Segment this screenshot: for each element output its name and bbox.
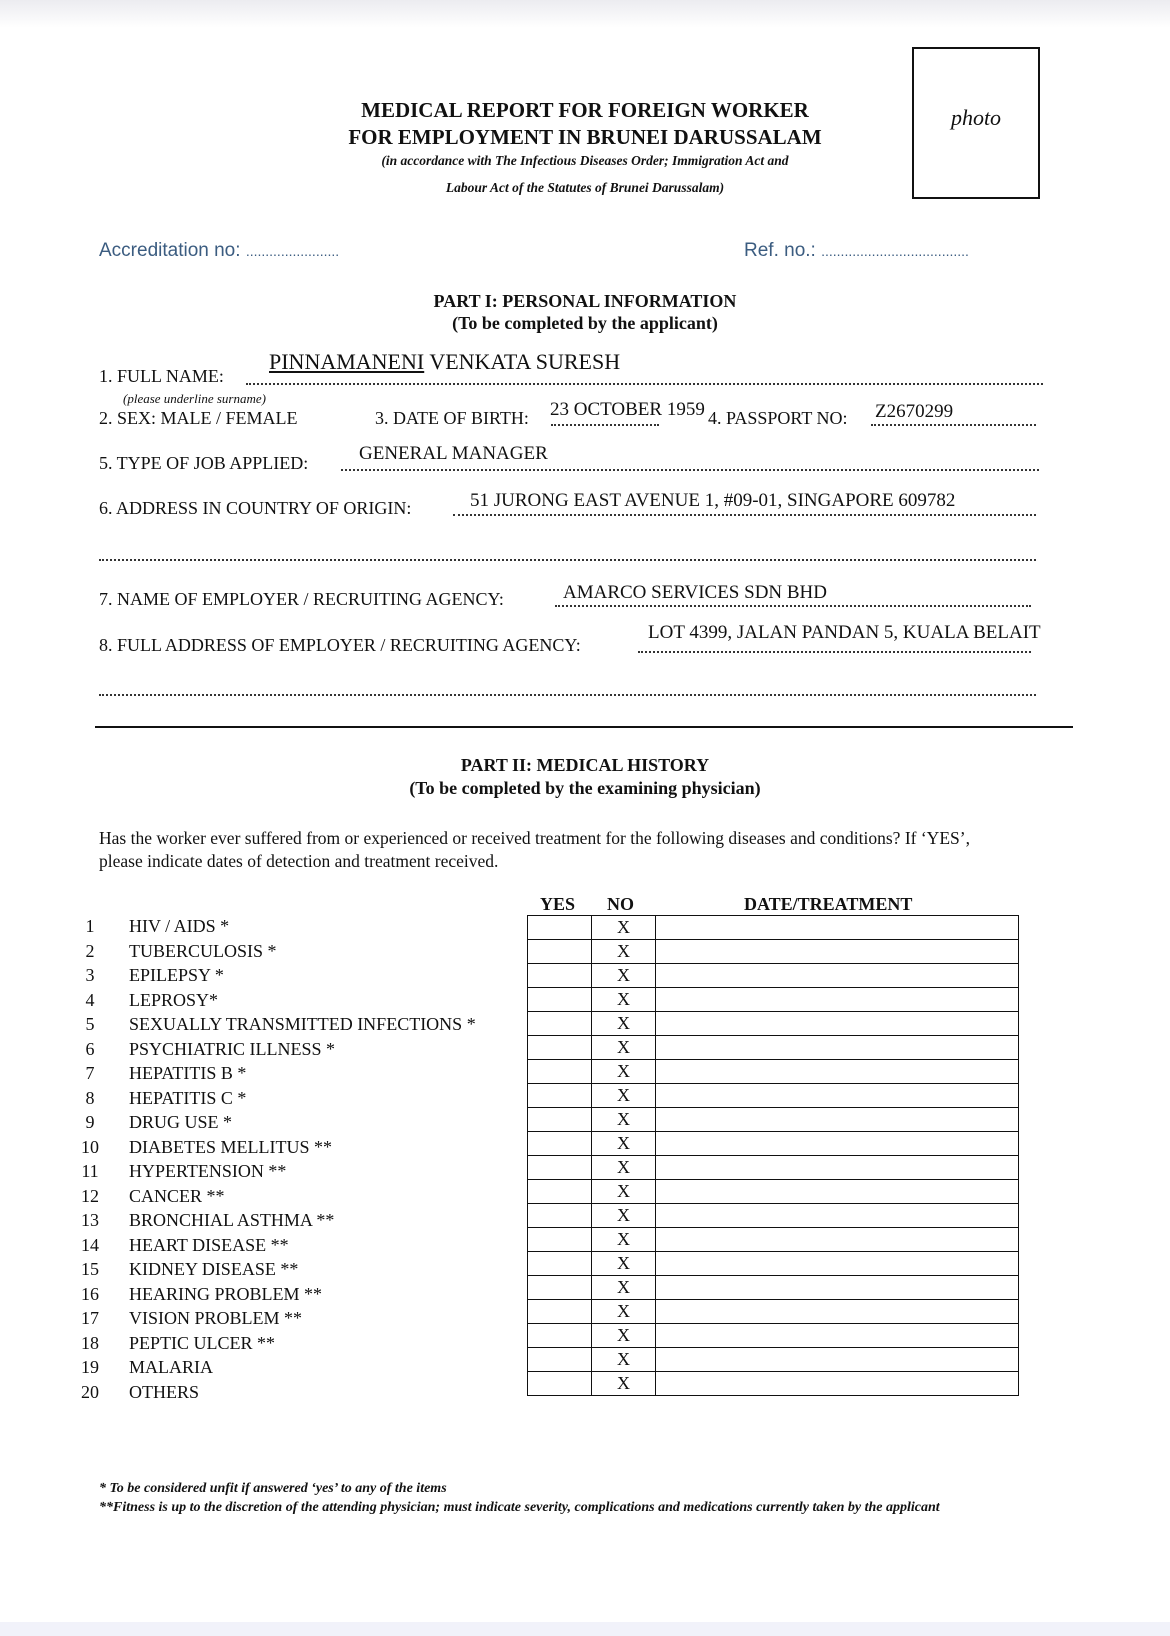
no-cell[interactable]: X bbox=[592, 1228, 656, 1252]
row-number: 6 bbox=[85, 1038, 95, 1059]
table-row bbox=[528, 1252, 1019, 1276]
ref-label: Ref. no.: bbox=[744, 240, 816, 261]
table-row bbox=[528, 1348, 1019, 1372]
full-name-dotline bbox=[246, 383, 1043, 385]
row-number: 13 bbox=[81, 1210, 99, 1230]
table-row bbox=[528, 916, 1019, 940]
job-dotline bbox=[341, 469, 1039, 471]
row-number: 8 bbox=[85, 1087, 95, 1108]
no-cell[interactable]: X bbox=[592, 964, 656, 988]
condition-name: BRONCHIAL ASTHMA ** bbox=[129, 1210, 335, 1230]
condition-name: SEXUALLY TRANSMITTED INFECTIONS * bbox=[129, 1014, 476, 1034]
date-treatment-cell[interactable] bbox=[656, 1060, 1019, 1084]
condition-name: OTHERS bbox=[129, 1381, 200, 1402]
date-treatment-cell[interactable] bbox=[656, 1276, 1019, 1300]
section-divider bbox=[95, 726, 1073, 728]
table-row bbox=[528, 1060, 1019, 1084]
condition-name: EPILEPSY * bbox=[129, 965, 224, 985]
no-cell[interactable]: X bbox=[592, 1084, 656, 1108]
date-treatment-cell[interactable] bbox=[656, 1300, 1019, 1324]
row-number: 18 bbox=[81, 1332, 99, 1353]
no-cell[interactable]: X bbox=[592, 1300, 656, 1324]
job-value: GENERAL MANAGER bbox=[359, 443, 548, 464]
row-number: 20 bbox=[81, 1381, 99, 1402]
full-name-label: 1. FULL NAME: bbox=[99, 366, 224, 386]
row-number: 14 bbox=[81, 1234, 99, 1255]
no-cell[interactable]: X bbox=[592, 1204, 656, 1228]
accreditation-field bbox=[99, 240, 339, 262]
date-treatment-cell[interactable] bbox=[656, 1324, 1019, 1348]
date-treatment-cell[interactable] bbox=[656, 988, 1019, 1012]
table-row bbox=[528, 1276, 1019, 1300]
yes-cell[interactable] bbox=[528, 1300, 592, 1324]
report-title-line1: MEDICAL REPORT FOR FOREIGN WORKER bbox=[361, 98, 809, 122]
accreditation-dots: ........................ bbox=[245, 243, 340, 259]
employer-address-value: LOT 4399, JALAN PANDAN 5, KUALA BELAIT bbox=[648, 622, 1041, 643]
bottom-shade bbox=[0, 1622, 1170, 1636]
question-line1: Has the worker ever suffered from or experienced or received treatment for the following diseases and conditions? If ‘YES’, bbox=[99, 828, 970, 848]
employer-value: AMARCO SERVICES SDN BHD bbox=[563, 582, 827, 603]
surname-value: PINNAMANENI bbox=[269, 349, 425, 374]
employer-address-dotline-2 bbox=[99, 694, 1036, 696]
no-cell[interactable]: X bbox=[592, 1252, 656, 1276]
date-treatment-cell[interactable] bbox=[656, 1108, 1019, 1132]
row-number: 9 bbox=[85, 1112, 95, 1132]
row-number: 4 bbox=[85, 989, 95, 1010]
table-row bbox=[528, 1084, 1019, 1108]
date-treatment-cell[interactable] bbox=[656, 1132, 1019, 1156]
passport-value: Z2670299 bbox=[875, 401, 954, 422]
ref-field bbox=[744, 240, 969, 262]
condition-name: TUBERCULOSIS * bbox=[129, 940, 277, 961]
employer-address-dotline bbox=[638, 651, 1031, 653]
date-treatment-cell[interactable] bbox=[656, 1084, 1019, 1108]
col-date-header: DATE/TREATMENT bbox=[744, 894, 913, 914]
employer-dotline bbox=[555, 605, 1031, 607]
table-row bbox=[528, 1300, 1019, 1324]
condition-name: DRUG USE * bbox=[129, 1112, 233, 1132]
date-treatment-cell[interactable] bbox=[656, 1156, 1019, 1180]
table-row bbox=[528, 1372, 1019, 1396]
row-number: 17 bbox=[81, 1308, 99, 1328]
full-name-value bbox=[269, 349, 620, 375]
yes-cell[interactable] bbox=[528, 1060, 592, 1084]
row-number: 10 bbox=[81, 1136, 99, 1157]
no-cell[interactable]: X bbox=[592, 1156, 656, 1180]
condition-name: MALARIA bbox=[129, 1357, 213, 1377]
date-treatment-cell[interactable] bbox=[656, 1228, 1019, 1252]
part1-subtitle: (To be completed by the applicant) bbox=[452, 313, 718, 333]
date-treatment-cell[interactable] bbox=[656, 1348, 1019, 1372]
condition-name: HEARING PROBLEM ** bbox=[129, 1283, 323, 1304]
condition-name: PEPTIC ULCER ** bbox=[129, 1332, 276, 1353]
row-number: 16 bbox=[81, 1283, 99, 1304]
yes-cell[interactable] bbox=[528, 940, 592, 964]
footnote-discretion: **Fitness is up to the discretion of the attending physician; must indicate severity, complications and medications currently taken by the applicant bbox=[99, 1500, 940, 1515]
condition-name: PSYCHIATRIC ILLNESS * bbox=[129, 1038, 336, 1059]
employer-label: 7. NAME OF EMPLOYER / RECRUITING AGENCY: bbox=[99, 589, 504, 609]
no-cell[interactable]: X bbox=[592, 1276, 656, 1300]
yes-cell[interactable] bbox=[528, 1204, 592, 1228]
yes-cell[interactable] bbox=[528, 1372, 592, 1396]
no-cell[interactable]: X bbox=[592, 1324, 656, 1348]
yes-cell[interactable] bbox=[528, 1180, 592, 1204]
ref-dots: ...................................... bbox=[821, 243, 969, 259]
col-yes-header: YES bbox=[540, 894, 576, 914]
no-cell[interactable]: X bbox=[592, 1108, 656, 1132]
table-row bbox=[528, 964, 1019, 988]
question-line2: please indicate dates of detection and treatment received. bbox=[99, 851, 499, 871]
yes-cell[interactable] bbox=[528, 1324, 592, 1348]
condition-table bbox=[527, 915, 1019, 1396]
part1-title: PART I: PERSONAL INFORMATION bbox=[433, 291, 737, 311]
date-treatment-cell[interactable] bbox=[656, 1036, 1019, 1060]
address-label: 6. ADDRESS IN COUNTRY OF ORIGIN: bbox=[99, 498, 412, 518]
row-number: 19 bbox=[81, 1357, 99, 1377]
date-treatment-cell[interactable] bbox=[656, 1252, 1019, 1276]
no-cell[interactable]: X bbox=[592, 916, 656, 940]
yes-cell[interactable] bbox=[528, 916, 592, 940]
date-treatment-cell[interactable] bbox=[656, 940, 1019, 964]
date-treatment-cell[interactable] bbox=[656, 916, 1019, 940]
no-cell[interactable]: X bbox=[592, 1012, 656, 1036]
row-number: 1 bbox=[85, 916, 95, 936]
report-title-line2: FOR EMPLOYMENT IN BRUNEI DARUSSALAM bbox=[348, 125, 822, 149]
yes-cell[interactable] bbox=[528, 1156, 592, 1180]
condition-name: HIV / AIDS * bbox=[129, 916, 230, 936]
condition-name: LEPROSY* bbox=[129, 989, 219, 1010]
condition-name: HEART DISEASE ** bbox=[129, 1234, 289, 1255]
condition-name: KIDNEY DISEASE ** bbox=[129, 1259, 299, 1279]
condition-name: HEPATITIS C * bbox=[129, 1087, 247, 1108]
yes-cell[interactable] bbox=[528, 964, 592, 988]
date-treatment-cell[interactable] bbox=[656, 1012, 1019, 1036]
table-row bbox=[528, 1324, 1019, 1348]
no-cell[interactable]: X bbox=[592, 1060, 656, 1084]
date-treatment-cell[interactable] bbox=[656, 1372, 1019, 1396]
no-cell[interactable]: X bbox=[592, 1180, 656, 1204]
top-shade bbox=[0, 0, 1170, 28]
yes-cell[interactable] bbox=[528, 1348, 592, 1372]
yes-cell[interactable] bbox=[528, 1132, 592, 1156]
accreditation-label: Accreditation no: bbox=[99, 240, 241, 261]
table-row bbox=[528, 988, 1019, 1012]
sex-label: 2. SEX: MALE / FEMALE bbox=[99, 408, 298, 428]
row-number: 12 bbox=[81, 1185, 99, 1206]
yes-cell[interactable] bbox=[528, 1108, 592, 1132]
table-row bbox=[528, 940, 1019, 964]
employer-address-label: 8. FULL ADDRESS OF EMPLOYER / RECRUITING AGENCY: bbox=[99, 635, 581, 655]
table-row bbox=[528, 1228, 1019, 1252]
no-cell[interactable]: X bbox=[592, 1372, 656, 1396]
row-number: 11 bbox=[81, 1161, 99, 1181]
address-dotline bbox=[453, 514, 1036, 516]
condition-name: HEPATITIS B * bbox=[129, 1063, 247, 1083]
no-cell[interactable]: X bbox=[592, 988, 656, 1012]
no-cell[interactable]: X bbox=[592, 1132, 656, 1156]
yes-cell[interactable] bbox=[528, 1012, 592, 1036]
given-names-value: VENKATA SURESH bbox=[424, 349, 621, 374]
table-row bbox=[528, 1012, 1019, 1036]
passport-label: 4. PASSPORT NO: bbox=[708, 408, 848, 428]
no-cell[interactable]: X bbox=[592, 1348, 656, 1372]
dob-value: 23 OCTOBER 1959 bbox=[550, 399, 705, 420]
date-treatment-cell[interactable] bbox=[656, 964, 1019, 988]
yes-cell[interactable] bbox=[528, 1276, 592, 1300]
yes-cell[interactable] bbox=[528, 1228, 592, 1252]
yes-cell[interactable] bbox=[528, 1252, 592, 1276]
date-treatment-cell[interactable] bbox=[656, 1180, 1019, 1204]
yes-cell[interactable] bbox=[528, 1084, 592, 1108]
footnote-unfit: * To be considered unfit if answered ‘yes’ to any of the items bbox=[99, 1481, 447, 1496]
row-number: 15 bbox=[81, 1259, 99, 1279]
condition-name: CANCER ** bbox=[129, 1185, 225, 1206]
address-dotline-2 bbox=[99, 559, 1036, 561]
dob-label: 3. DATE OF BIRTH: bbox=[375, 408, 529, 428]
row-number: 7 bbox=[85, 1063, 95, 1083]
row-number: 5 bbox=[85, 1014, 95, 1034]
table-row bbox=[528, 1036, 1019, 1060]
job-label: 5. TYPE OF JOB APPLIED: bbox=[99, 453, 309, 473]
table-row bbox=[528, 1108, 1019, 1132]
dob-dotline bbox=[551, 424, 659, 426]
condition-name: HYPERTENSION ** bbox=[129, 1161, 287, 1181]
part2-title: PART II: MEDICAL HISTORY bbox=[460, 755, 710, 775]
condition-name: VISION PROBLEM ** bbox=[129, 1308, 303, 1328]
underline-surname-note: (please underline surname) bbox=[123, 391, 266, 406]
condition-name: DIABETES MELLITUS ** bbox=[129, 1136, 332, 1157]
row-number: 3 bbox=[85, 965, 95, 985]
photo-box bbox=[912, 47, 1040, 199]
report-subtitle-line1: (in accordance with The Infectious Diseases Order; Immigration Act and bbox=[381, 153, 789, 168]
no-cell[interactable]: X bbox=[592, 940, 656, 964]
address-value: 51 JURONG EAST AVENUE 1, #09-01, SINGAPORE 609782 bbox=[470, 490, 956, 511]
passport-dotline bbox=[871, 424, 1036, 426]
photo-label: photo bbox=[950, 105, 1002, 130]
table-row bbox=[528, 1132, 1019, 1156]
row-number: 2 bbox=[85, 940, 95, 961]
no-cell[interactable]: X bbox=[592, 1036, 656, 1060]
table-row bbox=[528, 1156, 1019, 1180]
date-treatment-cell[interactable] bbox=[656, 1204, 1019, 1228]
table-row bbox=[528, 1180, 1019, 1204]
yes-cell[interactable] bbox=[528, 988, 592, 1012]
table-row bbox=[528, 1204, 1019, 1228]
yes-cell[interactable] bbox=[528, 1036, 592, 1060]
report-subtitle-line2: Labour Act of the Statutes of Brunei Darussalam) bbox=[445, 180, 725, 195]
part2-subtitle: (To be completed by the examining physician) bbox=[409, 778, 761, 798]
col-no-header: NO bbox=[607, 894, 634, 914]
